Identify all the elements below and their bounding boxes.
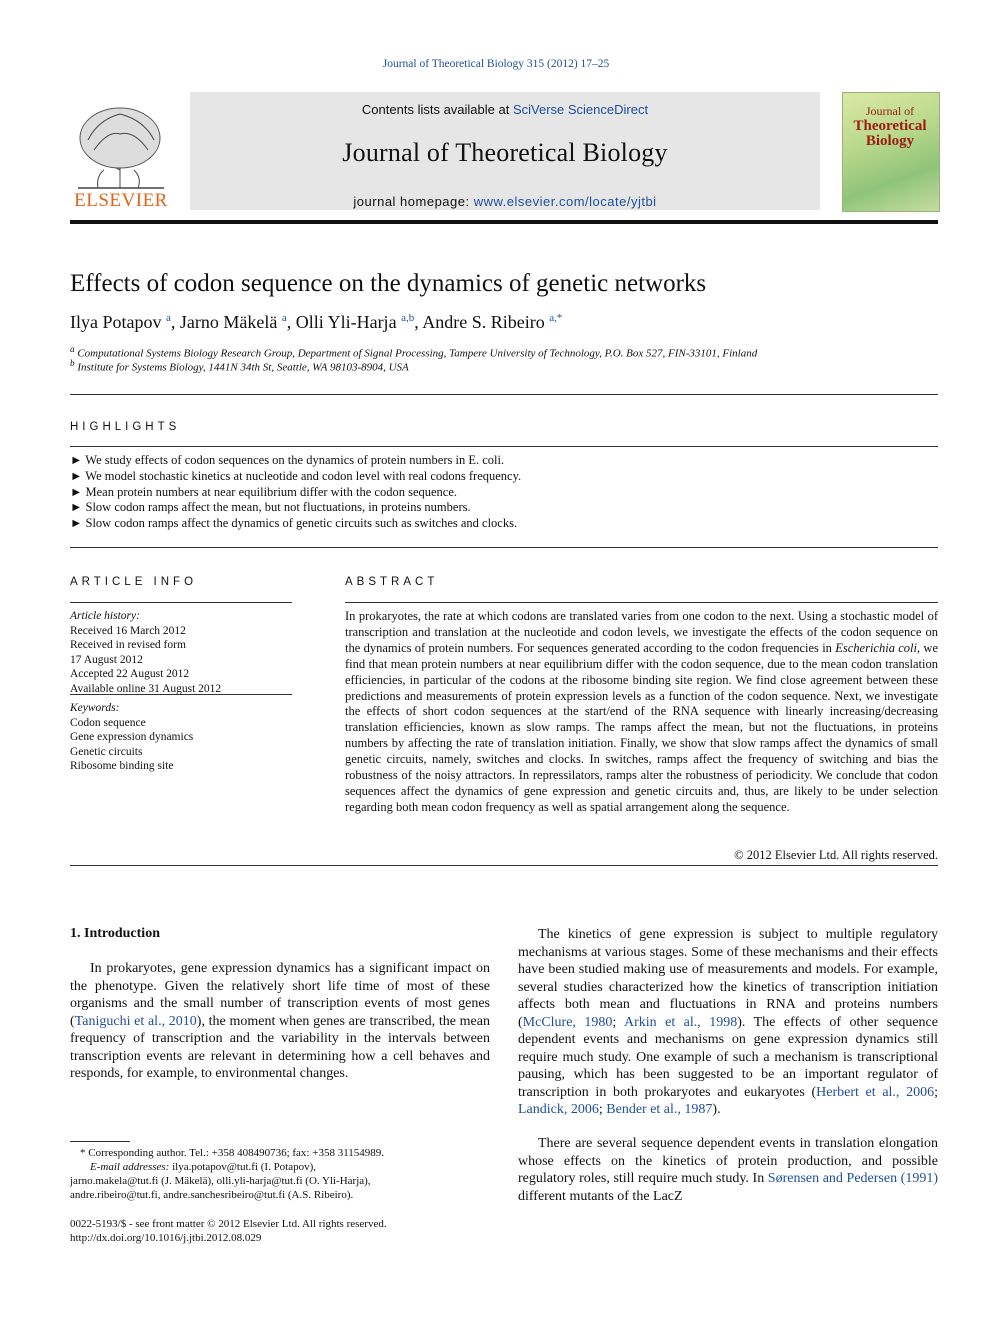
email-line-1 [70, 1160, 500, 1174]
highlights-heading: HIGHLIGHTS [70, 421, 181, 433]
highlight-text: Mean protein numbers at near equilibrium differ with the codon sequence. [85, 485, 458, 499]
highlight-item [70, 453, 504, 468]
cover-line-1: Journal of [865, 104, 915, 118]
affiliation-mark: a [70, 344, 75, 354]
divider [70, 602, 292, 603]
homepage-line [190, 194, 820, 209]
citation-link[interactable]: Bender et al., 1987 [606, 1102, 713, 1117]
journal-citation[interactable]: Journal of Theoretical Biology 315 (2012) 17–25 [382, 58, 610, 70]
divider [70, 865, 938, 866]
author-affil-mark[interactable]: a [166, 312, 171, 324]
article-history [70, 609, 292, 696]
footnote-rule [70, 1141, 130, 1142]
keyword: Ribosome binding site [70, 760, 174, 772]
section-heading-introduction: 1. Introduction [70, 926, 160, 941]
author-name[interactable]: Ilya Potapov [70, 312, 162, 332]
bullet-triangle-icon: ► [70, 469, 83, 483]
abstract-part: , we find that mean protein numbers at near equilibrium differ with the codon sequence, due to the mean codon translation efficiencies, in particular of the codons at the ribosome binding site region. We find close agreement between these predictions and measurements of protein expression levels as a function of the codon sequence. Next, we investigate the effects of short codon sequences at the start/end of the RNA sequence with linearly increasing/decreasing translation efficiencies, known as slow ramps. The ramps affect the mean, but not the fluctuations, in proteins numbers by affecting the rate of translation initiation. Finally, we show that slow ramps affect the dynamics of small genetic circuits, namely, switches and clocks. In switches, ramps affect the frequency of switching and bias the robustness of the noisy attractors. In repressilators, ramps alter the robustness of periodicity. We conclude that codon sequences affect the dynamics of gene expression and genetic circuits and, thus, are likely to be under selection regarding both mean codon frequency as well as spatial arrangement along the sequence. [345, 640, 939, 814]
highlight-text: Slow codon ramps affect the mean, but not fluctuations, in proteins numbers. [85, 500, 471, 514]
author-name[interactable]: Olli Yli-Harja [295, 312, 397, 332]
author-separator: , [414, 312, 423, 332]
intro-paragraph-left [70, 960, 490, 1083]
corresponding-author-note: * Corresponding author. Tel.: +358 408490736; fax: +358 31154989. [80, 1147, 385, 1159]
cover-line-3: Biology [865, 133, 915, 149]
abstract-species: Escherichia coli [835, 640, 917, 655]
copyright-notice: © 2012 Elsevier Ltd. All rights reserved. [734, 848, 938, 862]
sciencedirect-link[interactable]: SciVerse ScienceDirect [512, 102, 649, 117]
affiliation-text: Institute for Systems Biology, 1441N 34th St, Seattle, WA 98103-8904, USA [77, 361, 409, 374]
affiliation-text: Computational Systems Biology Research Group, Department of Signal Processing, Tampere University of Technology, P.O. Box 527, FIN-33101, Finland [77, 347, 758, 360]
cover-line-2: Theoretical [853, 118, 927, 134]
author-affil-mark[interactable]: a [281, 312, 287, 324]
keywords [70, 701, 292, 774]
author-affil-mark[interactable] [549, 312, 562, 324]
header-rule [70, 220, 938, 224]
journal-title: Journal of Theoretical Biology [342, 138, 668, 167]
bullet-triangle-icon: ► [70, 485, 83, 499]
paragraph-text: In prokaryotes, gene expression dynamics has a significant impact on the phenotype. Given the relatively short life time of most of these organisms and the small number of transcription events of most genes ( [70, 961, 490, 1029]
abstract-heading: ABSTRACT [345, 576, 439, 588]
issn-line: 0022-5193/$ - see front matter © 2012 Elsevier Ltd. All rights reserved. [70, 1218, 387, 1230]
author-name[interactable]: Jarno Mäkelä [179, 312, 278, 332]
citation-link[interactable]: Sørensen and Pedersen (1991) [767, 1171, 938, 1186]
history-line: 17 August 2012 [70, 653, 143, 666]
email-line-3[interactable]: andre.ribeiro@tut.fi, andre.sanchesribeiro@tut.fi (A.S. Ribeiro). [70, 1189, 354, 1201]
bullet-triangle-icon: ► [70, 500, 83, 514]
highlight-item [70, 500, 471, 515]
history-line: Received 16 March 2012 [70, 624, 186, 637]
divider [345, 602, 938, 603]
citation-link[interactable]: McClure, 1980 [522, 1014, 613, 1030]
doi-link[interactable]: http://dx.doi.org/10.1016/j.jtbi.2012.08.029 [70, 1232, 262, 1244]
affiliation-mark: b [70, 358, 75, 368]
bullet-triangle-icon: ► [70, 453, 83, 467]
abstract-part: In prokaryotes, the rate at which codons are translated varies from one codon to the next. Using a stochastic model of transcription and translation at the nucleotide and codon levels, we investigate the effects of the codon sequence on the dynamics of protein numbers. For sequences generated according to the codon frequencies in [345, 609, 938, 655]
divider [70, 547, 938, 548]
email-label: E-mail addresses: [90, 1161, 170, 1173]
intro-paragraph-right-2 [518, 1135, 938, 1205]
intro-paragraph-right-1: The kinetics of gene expression is subject to multiple regulatory mechanisms at various stages. Some of these mechanisms and their effects have been studied making use of measurements and models. For example, several studies characterized how the kinetics of transcription initiation affects both mean and fluctuations in RNA and proteins numbers (McClure, 1980; Arkin et al., 1998). The effects of other sequence dependent events and mechanisms on gene expression dynamics still require much study. One example of such a mechanism is transcriptional pausing, which has been suggested to be an important regulator of transcription in both prokaryotes and eukaryotes (Herbert et al., 2006; Landick, 2006; Bender et al., 1987). [518, 927, 938, 1117]
paragraph-text: ). The effects of other sequence dependent events and mechanisms on gene expression dynamics still require much study. One example of such a mechanism is transcriptional pausing, which has been suggested to be an important regulator of transcription in both prokaryotes and eukaryotes ( [518, 1014, 938, 1100]
author-name[interactable]: Andre S. Ribeiro [422, 312, 545, 332]
history-line: Received in revised form [70, 639, 186, 651]
author-separator: , [170, 312, 180, 332]
citation-link[interactable]: Arkin et al., 1998 [623, 1014, 738, 1030]
paragraph-text: The kinetics of gene expression is subject to multiple regulatory mechanisms at various stages. Some of these mechanisms and their effects have been studied making use of measurements and models. For example, several studies characterized how the kinetics of transcription initiation affects both mean and fluctuations in RNA and proteins numbers ( [518, 927, 938, 1030]
author-affil-mark-text: a, [549, 312, 557, 324]
keyword: Genetic circuits [70, 745, 143, 758]
affiliation-b [70, 358, 409, 374]
highlight-item [70, 516, 517, 531]
keyword: Codon sequence [70, 716, 146, 729]
paragraph-text: There are several sequence dependent events in translation elongation whose effects on the kinetics of protein production, and possible regulatory roles, still require much study. In [518, 1136, 938, 1186]
keywords-label: Keywords: [70, 702, 120, 714]
publisher-name: ELSEVIER [74, 190, 168, 211]
homepage-link[interactable]: www.elsevier.com/locate/yjtbi [473, 194, 657, 209]
keyword: Gene expression dynamics [70, 731, 194, 743]
history-label: Article history: [70, 610, 140, 622]
citation-link[interactable]: Herbert et al., 2006 [816, 1084, 935, 1100]
paragraph-text: ). [712, 1102, 721, 1117]
article-info-heading: ARTICLE INFO [70, 576, 198, 588]
cover-title [842, 104, 938, 149]
highlight-item [70, 469, 521, 484]
paragraph-text: different mutants of the LacZ [518, 1188, 683, 1204]
highlight-text: We study effects of codon sequences on the dynamics of protein numbers in E. coli. [85, 453, 505, 467]
author-affil-mark[interactable]: a,b [401, 312, 415, 324]
divider [70, 694, 292, 695]
paragraph-text: ), the moment when genes are transcribed, the mean frequency of transcription and the variability in the intervals between transcription events are relevant in determining how a cell behaves and responds, for example, to environmental changes. [70, 1013, 490, 1081]
author-list [70, 312, 562, 333]
author-separator: , [286, 312, 296, 332]
contents-prefix: Contents lists available at [361, 102, 513, 117]
citation-link[interactable]: Landick, 2006 [518, 1102, 599, 1117]
email-line-2[interactable]: jarno.makela@tut.fi (J. Mäkelä), olli.yli-harja@tut.fi (O. Yli-Harja), [70, 1175, 371, 1187]
contents-line [190, 102, 820, 117]
highlight-text: We model stochastic kinetics at nucleotide and codon level with real codons frequency. [85, 469, 522, 483]
highlight-text: Slow codon ramps affect the dynamics of genetic circuits such as switches and clocks. [85, 516, 518, 530]
citation-link[interactable]: Taniguchi et al., 2010 [74, 1013, 197, 1029]
corresponding-author-star-icon: * [556, 312, 563, 324]
divider [70, 394, 938, 395]
article-title: Effects of codon sequence on the dynamics of genetic networks [70, 270, 707, 297]
history-line: Available online 31 August 2012 [70, 682, 222, 695]
homepage-prefix: journal homepage: [353, 194, 474, 209]
bullet-triangle-icon: ► [70, 516, 83, 530]
email-text[interactable]: ilya.potapov@tut.fi (I. Potapov), [169, 1161, 317, 1173]
highlight-item [70, 485, 457, 500]
abstract-text [345, 609, 938, 816]
divider [70, 446, 938, 447]
history-line: Accepted 22 August 2012 [70, 668, 190, 680]
